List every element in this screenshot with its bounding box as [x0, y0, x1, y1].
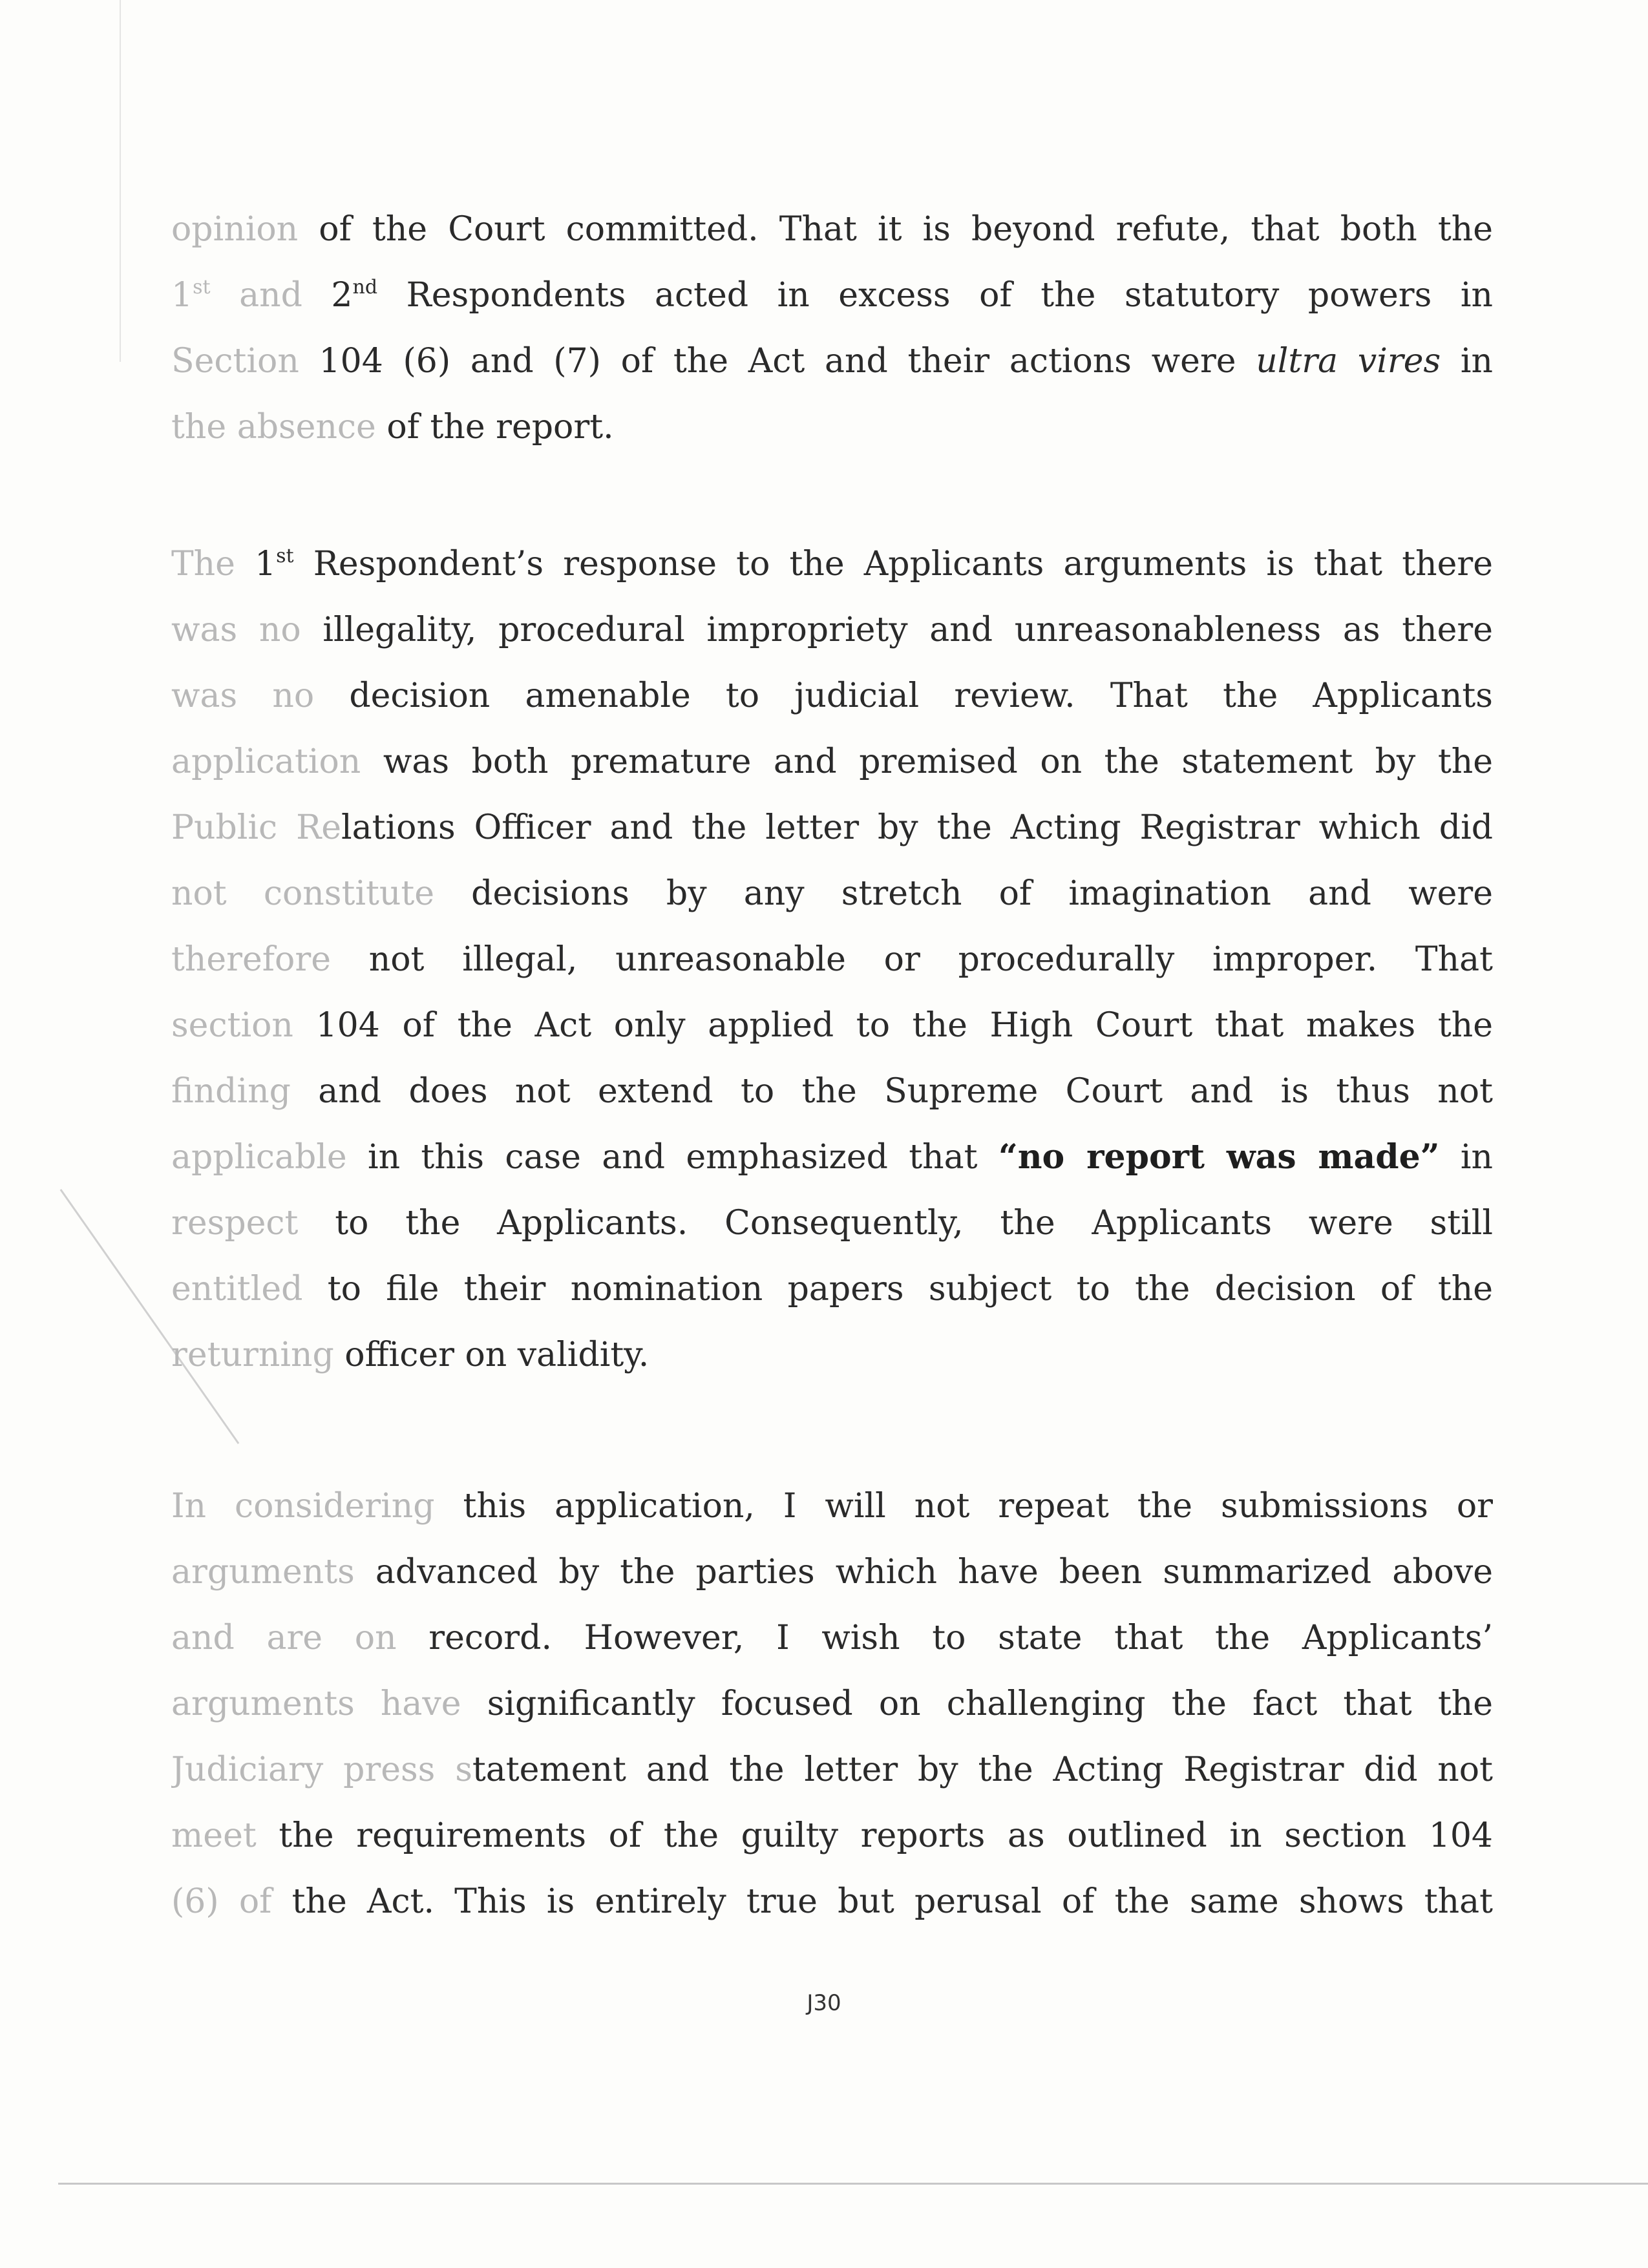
line-text: in this case and emphasized that “no report was made” in	[346, 1137, 1493, 1177]
paragraph-1	[171, 196, 1493, 460]
line-text: the requirements of the guilty reports as outlined in section 104	[256, 1816, 1493, 1855]
line-faded: (6) of	[171, 1882, 272, 1921]
line-text: 104 (6) and (7) of the Act and their actions were ultra vires in	[299, 342, 1493, 381]
line-faded: application	[171, 742, 361, 781]
line-text: 1st Respondent’s response to the Applicants arguments is that there	[235, 545, 1493, 583]
line-text: of the Court committed. That it is beyond refute, that both the	[298, 210, 1493, 249]
line-faded: meet	[171, 1816, 257, 1855]
line-faded: Public Re	[171, 808, 341, 847]
line-faded: Judiciary press s	[171, 1750, 472, 1789]
line-faded: The	[171, 545, 235, 583]
line-faded: In considering	[171, 1487, 435, 1526]
line-text: officer on validity.	[333, 1336, 650, 1374]
line-faded: and are on	[171, 1619, 397, 1657]
line-text: decision amenable to judicial review. That the Applicants	[314, 677, 1493, 715]
line-faded: opinion	[171, 210, 299, 249]
line-text: and does not extend to the Supreme Court and is thus not	[290, 1072, 1493, 1111]
line-faded: 1st and	[171, 276, 302, 315]
line-text: to the Applicants. Consequently, the Applicants were still	[298, 1204, 1493, 1243]
line-text: advanced by the parties which have been summarized above	[354, 1553, 1493, 1591]
line-faded: was no	[171, 677, 315, 715]
line-faded: applicable	[171, 1138, 347, 1177]
paragraph-3	[171, 1473, 1493, 1935]
line-text: illegality, procedural impropriety and unreasonableness as there	[301, 611, 1493, 649]
line-faded: therefore	[171, 940, 331, 979]
line-text: was both premature and premised on the statement by the	[361, 742, 1493, 781]
line-text: tatement and the letter by the Acting Registrar did not	[472, 1750, 1493, 1789]
line-faded: respect	[171, 1204, 299, 1243]
line-text: 104 of the Act only applied to the High Court that makes the	[293, 1006, 1493, 1045]
line-text: the Act. This is entirely true but perusal of the same shows that	[271, 1882, 1493, 1921]
line-faded: Section	[171, 342, 299, 381]
line-text: not illegal, unreasonable or procedurally improper. That	[330, 940, 1493, 979]
line-faded: was no	[171, 611, 301, 649]
line-faded: the absence	[171, 408, 376, 446]
line-text: record. However, I wish to state that the Applicants’	[396, 1619, 1493, 1657]
line-text: significantly focused on challenging the fact that the	[461, 1685, 1493, 1723]
line-faded: not constitute	[171, 874, 435, 913]
scan-edge-line	[120, 0, 121, 362]
line-faded: returning	[171, 1336, 334, 1374]
line-faded: finding	[171, 1072, 291, 1111]
line-faded: arguments have	[171, 1685, 461, 1723]
line-text: this application, I will not repeat the submissions or	[434, 1487, 1493, 1526]
line-faded: entitled	[171, 1270, 303, 1308]
line-text: 2nd Respondents acted in excess of the statutory powers in	[302, 276, 1493, 315]
line-text: to file their nomination papers subject to the decision of the	[302, 1270, 1493, 1308]
line-text: decisions by any stretch of imagination and were	[434, 874, 1493, 913]
page-number: J30	[807, 1990, 841, 2016]
line-text: of the report.	[375, 408, 614, 446]
line-faded: section	[171, 1006, 293, 1045]
page-bottom-edge	[58, 2183, 1648, 2185]
line-faded: arguments	[171, 1553, 355, 1591]
line-text: lations Officer and the letter by the Acting Registrar which did	[341, 808, 1493, 847]
paragraph-2	[171, 531, 1493, 1388]
